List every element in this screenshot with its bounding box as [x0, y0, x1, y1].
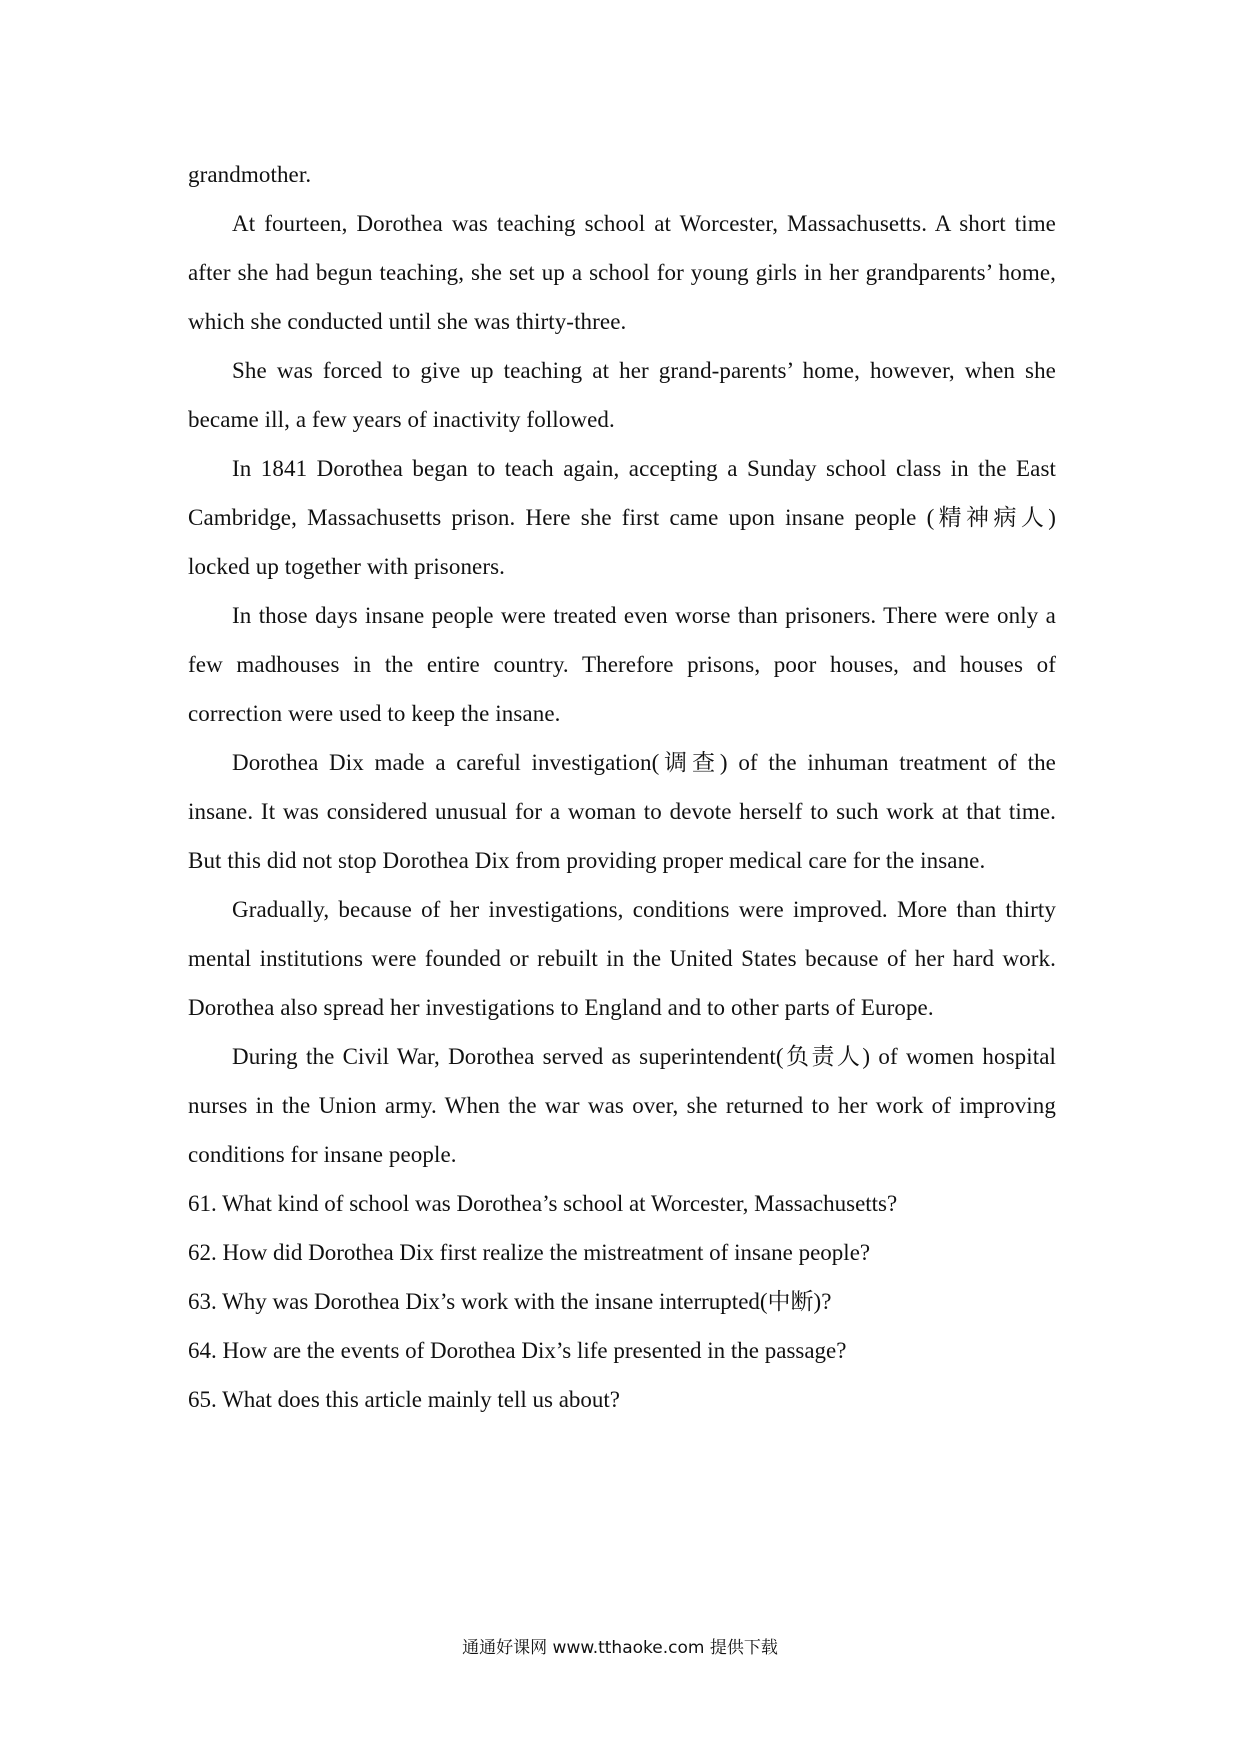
paragraph-1841-prison: In 1841 Dorothea began to teach again, accepting a Sunday school class in the East Cambridge, Massachusetts prison. Here she first came upon insane people (精神病人) locked up together with prisoners. — [188, 456, 1056, 579]
paragraph-improvements: Gradually, because of her investigations, conditions were improved. More than thirty mental institutions were founded or rebuilt in the United States because of her hard work. Dorothea also spread her investigations to England and to other parts of Europe. — [188, 897, 1056, 1020]
paragraph-teaching-worcester: At fourteen, Dorothea was teaching school at Worcester, Massachusetts. A short time after she had begun teaching, she set up a school for young girls in her grandparents’ home, which she conducted until she was thirty-three. — [188, 211, 1056, 334]
question-62: 62. How did Dorothea Dix first realize the mistreatment of insane people? — [188, 1240, 871, 1265]
question-list — [188, 1179, 1056, 1424]
question-63: 63. Why was Dorothea Dix’s work with the insane interrupted(中断)? — [188, 1289, 832, 1314]
question-61: 61. What kind of school was Dorothea’s school at Worcester, Massachusetts? — [188, 1191, 898, 1216]
question-64: 64. How are the events of Dorothea Dix’s life presented in the passage? — [188, 1338, 847, 1363]
paragraph-treatment-of-insane: In those days insane people were treated even worse than prisoners. There were only a few madhouses in the entire country. Therefore prisons, poor houses, and houses of correction were used to keep the insane. — [188, 603, 1056, 726]
paragraph-illness: She was forced to give up teaching at her grand-parents’ home, however, when she became ill, a few years of inactivity followed. — [188, 358, 1056, 432]
document-body — [188, 150, 1056, 1424]
question-65: 65. What does this article mainly tell us about? — [188, 1387, 621, 1412]
page-footer: 通通好课网 www.tthaoke.com 提供下载 — [462, 1638, 778, 1658]
paragraph-continuation: grandmother. — [188, 162, 312, 187]
paragraph-civil-war: During the Civil War, Dorothea served as superintendent(负责人) of women hospital nurses in the Union army. When the war was over, she returned to her work of improving conditions for insane people. — [188, 1044, 1056, 1167]
paragraph-investigation: Dorothea Dix made a careful investigation(调查) of the inhuman treatment of the insane. It was considered unusual for a woman to devote herself to such work at that time. But this did not stop Dorothea Dix from providing proper medical care for the insane. — [188, 750, 1056, 873]
